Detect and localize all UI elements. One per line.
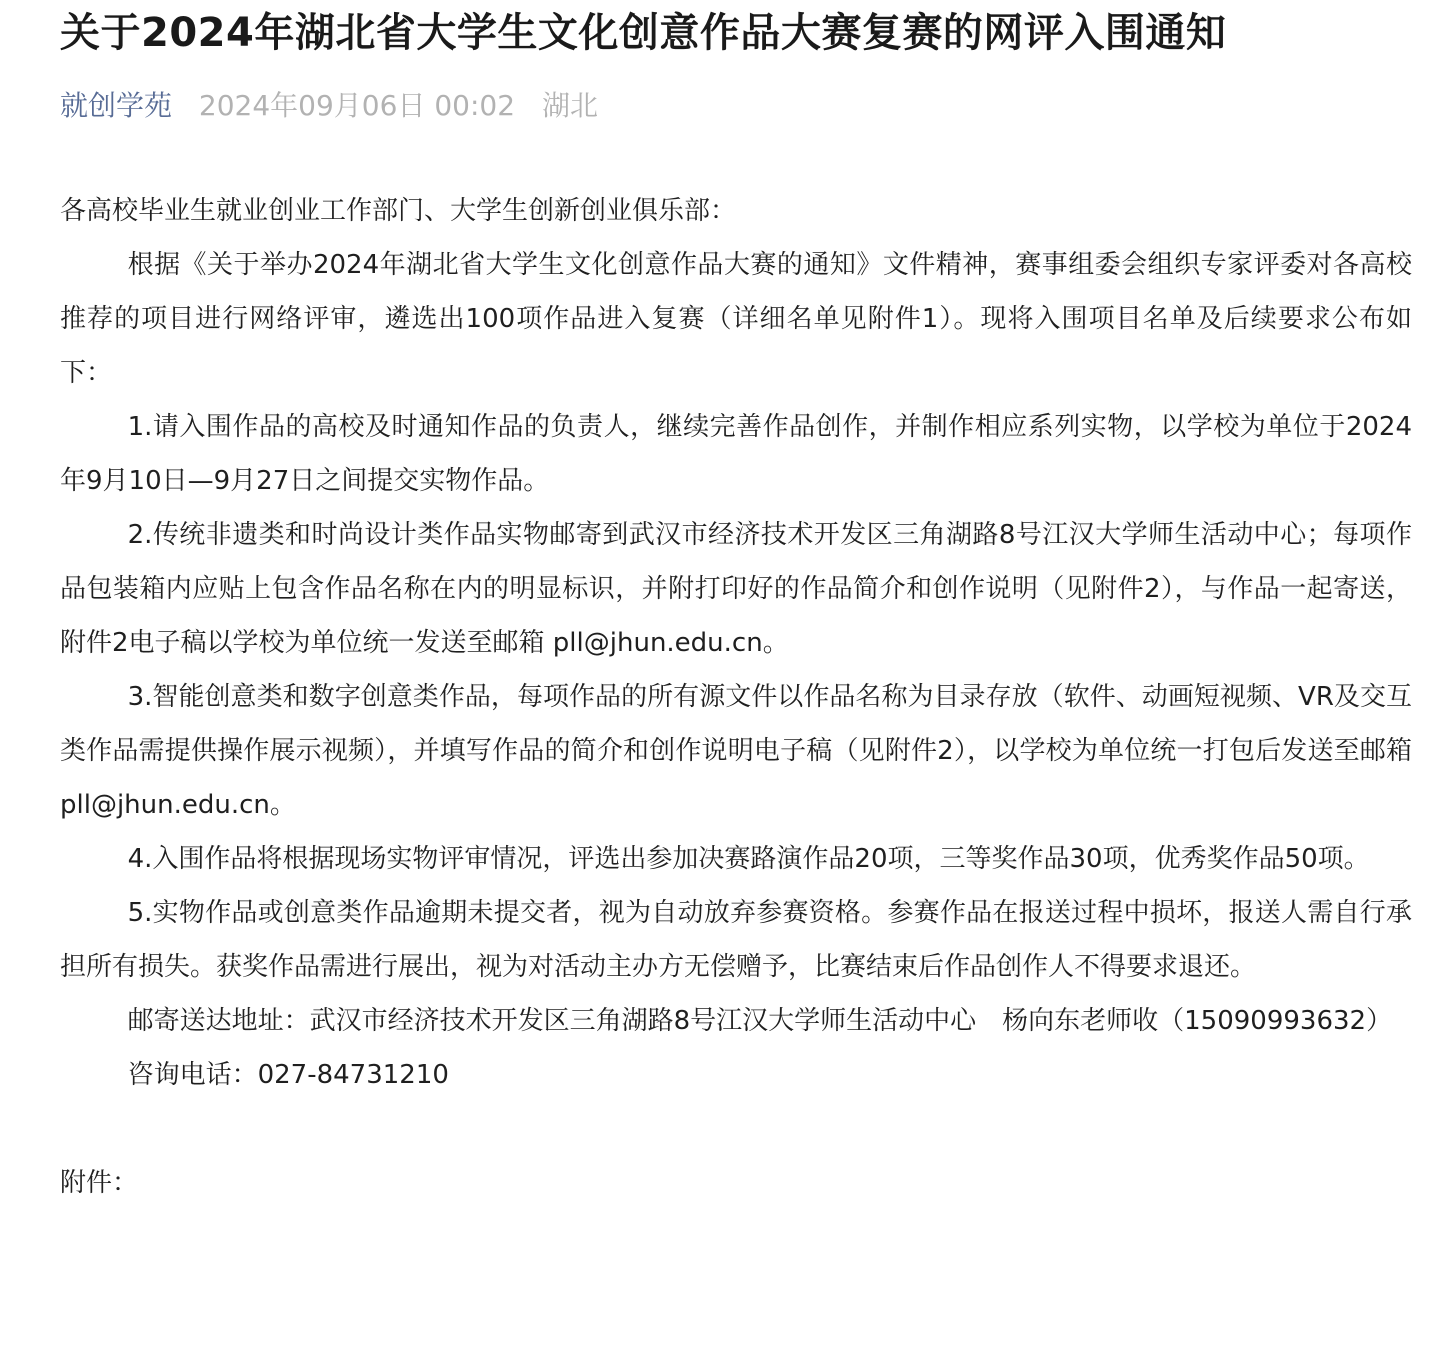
- blank-line: [60, 1102, 1412, 1156]
- requirement-item-3: 3.智能创意类和数字创意类作品，每项作品的所有源文件以作品名称为目录存放（软件、动画短视频、VR及交互类作品需提供操作展示视频），并填写作品的简介和创作说明电子稿（见附件2），以学校为单位统一打包后发送至邮箱pll@jhun.edu.cn。: [60, 682, 1412, 820]
- requirement-item-2: 2.传统非遗类和时尚设计类作品实物邮寄到武汉市经济技术开发区三角湖路8号江汉大学师生活动中心；每项作品包装箱内应贴上包含作品名称在内的明显标识，并附打印好的作品简介和创作说明（见附件2），与作品一起寄送，附件2电子稿以学校为单位统一发送至邮箱 pll@jhun.edu.cn。: [60, 520, 1412, 658]
- article-meta: [60, 86, 1412, 126]
- article-body: [60, 184, 1412, 1210]
- attachments-label: 附件：: [60, 1168, 139, 1198]
- article-title: 关于2024年湖北省大学生文化创意作品大赛复赛的网评入围通知: [60, 10, 1227, 56]
- publish-region: 湖北: [541, 89, 598, 122]
- publish-date: 2024年09月06日 00:02: [198, 89, 516, 122]
- source-account-link[interactable]: 就创学苑: [60, 89, 173, 122]
- requirement-item-5: 5.实物作品或创意类作品逾期未提交者，视为自动放弃参赛资格。参赛作品在报送过程中损坏，报送人需自行承担所有损失。获奖作品需进行展出，视为对活动主办方无偿赠予，比赛结束后作品创作人不得要求退还。: [60, 898, 1412, 982]
- salutation: 各高校毕业生就业创业工作部门、大学生创新创业俱乐部：: [60, 196, 737, 226]
- intro-paragraph: 根据《关于举办2024年湖北省大学生文化创意作品大赛的通知》文件精神，赛事组委会组织专家评委对各高校推荐的项目进行网络评审，遴选出100项作品进入复赛（详细名单见附件1）。现将入围项目名单及后续要求公布如下：: [60, 250, 1412, 388]
- requirement-item-1: 1.请入围作品的高校及时通知作品的负责人，继续完善作品创作，并制作相应系列实物，以学校为单位于2024年9月10日—9月27日之间提交实物作品。: [60, 412, 1412, 496]
- requirement-item-4: 4.入围作品将根据现场实物评审情况，评选出参加决赛路演作品20项，三等奖作品30项，优秀奖作品50项。: [127, 844, 1370, 874]
- mailing-address: 邮寄送达地址：武汉市经济技术开发区三角湖路8号江汉大学师生活动中心 杨向东老师收（15090993632）: [127, 1006, 1393, 1036]
- contact-phone: 咨询电话：027-84731210: [127, 1060, 449, 1090]
